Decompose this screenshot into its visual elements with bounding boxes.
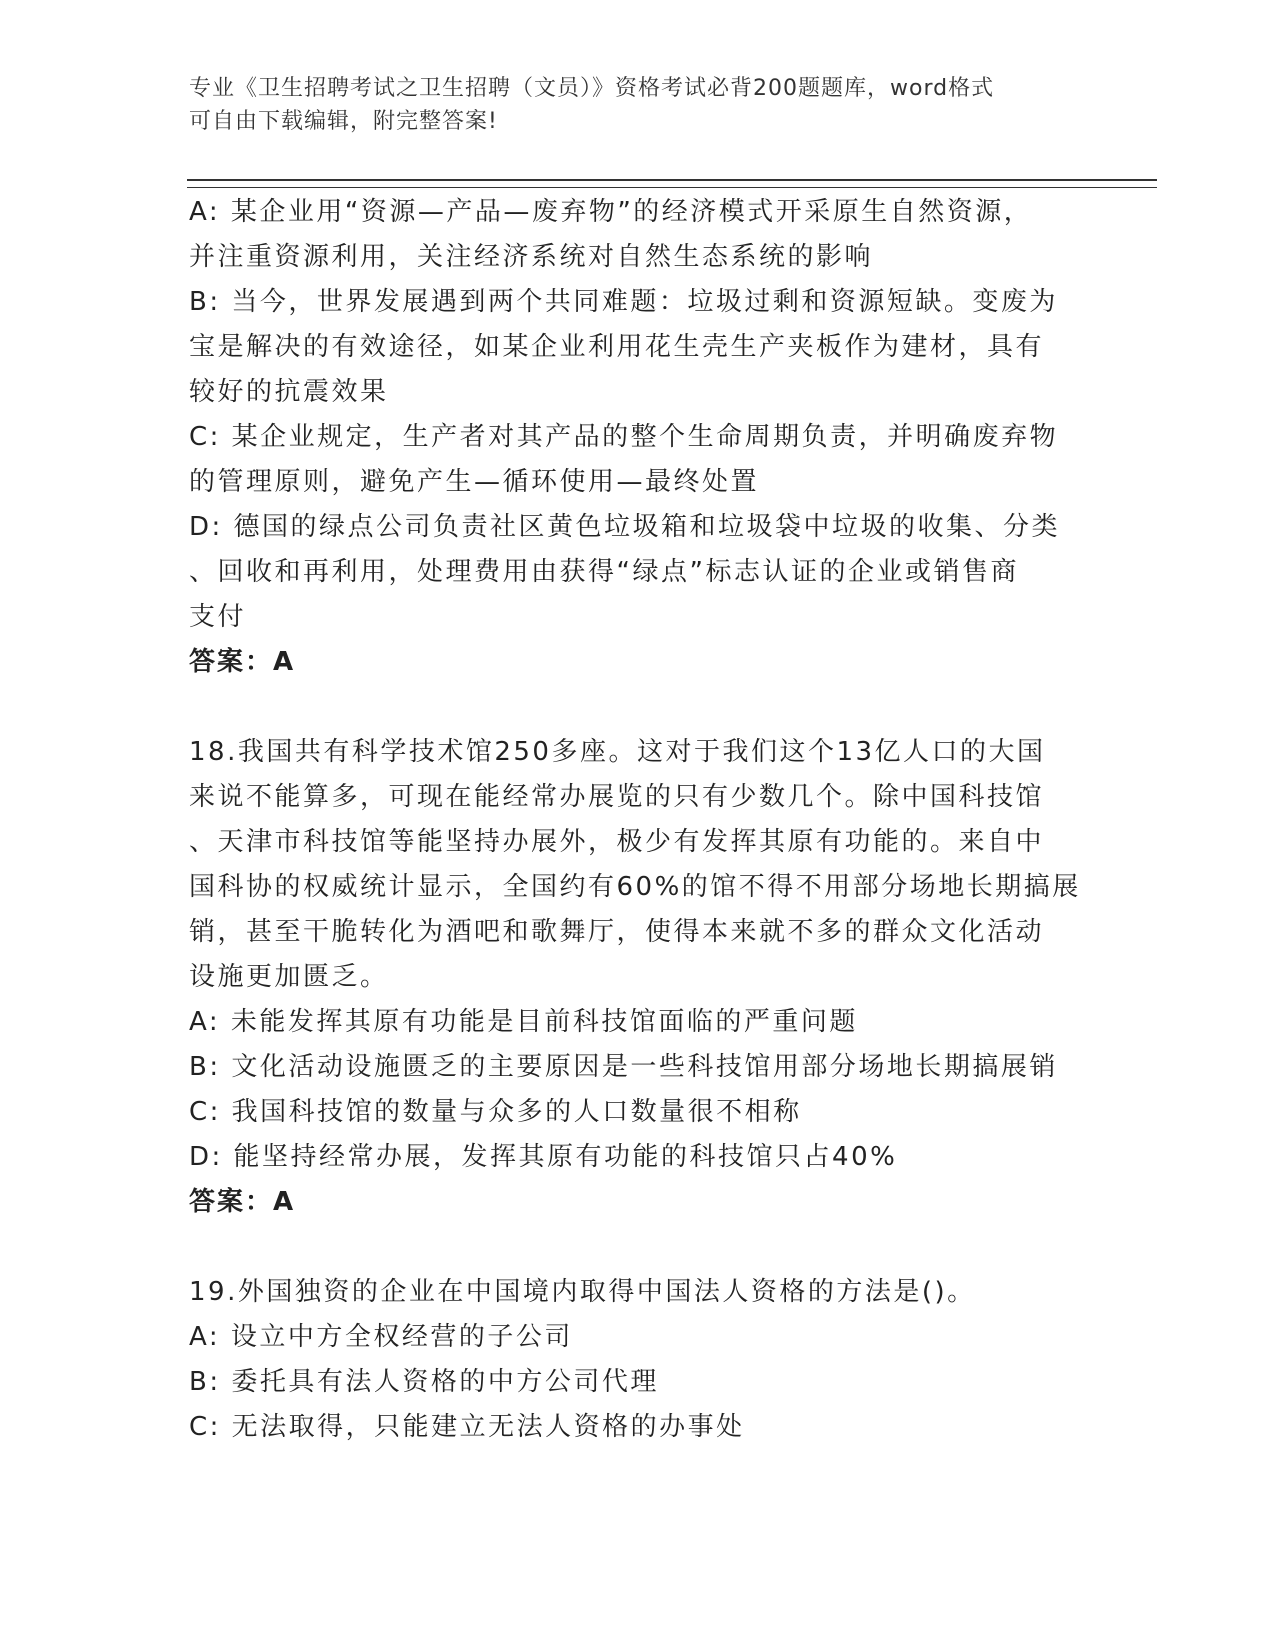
- option-a: A: 设立中方全权经营的子公司: [189, 1322, 573, 1352]
- question-stem: 19.外国独资的企业在中国境内取得中国法人资格的方法是()。: [189, 1277, 976, 1307]
- question-18: [189, 730, 1089, 1225]
- header-line-2: 可自由下载编辑，附完整答案!: [189, 109, 498, 134]
- option-c: [189, 415, 1089, 505]
- stem-line: 国科协的权威统计显示，全国约有60%的馆不得不用部分场地长期搞展: [189, 872, 1081, 902]
- header-line-1: 专业《卫生招聘考试之卫生招聘（文员）》资格考试必背200题题库，word格式: [189, 76, 995, 101]
- option-d: D: 能坚持经常办展，发挥其原有功能的科技馆只占40%: [189, 1142, 898, 1172]
- stem-line: 销，甚至干脆转化为酒吧和歌舞厅，使得本来就不多的群众文化活动: [189, 917, 1045, 947]
- option-a: [189, 190, 1089, 280]
- answer-label: 答案：A: [189, 647, 296, 677]
- spacer: [189, 685, 1089, 730]
- header-divider: [187, 179, 1157, 188]
- document-header: [189, 72, 1069, 138]
- option-d: [189, 505, 1089, 640]
- answer-label: 答案：A: [189, 1187, 296, 1217]
- stem-line: 、天津市科技馆等能坚持办展外，极少有发挥其原有功能的。来自中: [189, 827, 1045, 857]
- option-a: A: 未能发挥其原有功能是目前科技馆面临的严重问题: [189, 1007, 858, 1037]
- stem-line: 设施更加匮乏。: [189, 962, 389, 992]
- option-line: D: 德国的绿点公司负责社区黄色垃圾箱和垃圾袋中垃圾的收集、分类: [189, 512, 1061, 542]
- question-17: [189, 190, 1089, 685]
- option-line: A: 某企业用“资源—产品—废弃物”的经济模式开采原生自然资源，: [189, 197, 1033, 227]
- option-line: C: 某企业规定，生产者对其产品的整个生命周期负责，并明确废弃物: [189, 422, 1059, 452]
- option-b: B: 委托具有法人资格的中方公司代理: [189, 1367, 659, 1397]
- option-b: B: 文化活动设施匮乏的主要原因是一些科技馆用部分场地长期搞展销: [189, 1052, 1058, 1082]
- option-line: 宝是解决的有效途径，如某企业利用花生壳生产夹板作为建材，具有: [189, 332, 1045, 362]
- option-line: 的管理原则，避免产生—循环使用—最终处置: [189, 467, 760, 497]
- option-line: 较好的抗震效果: [189, 377, 389, 407]
- stem-line: 来说不能算多，可现在能经常办展览的只有少数几个。除中国科技馆: [189, 782, 1045, 812]
- option-line: 、回收和再利用，处理费用由获得“绿点”标志认证的企业或销售商: [189, 557, 1019, 587]
- option-c: C: 无法取得，只能建立无法人资格的办事处: [189, 1412, 745, 1442]
- option-line: 支付: [189, 602, 247, 632]
- question-19: [189, 1270, 1089, 1450]
- option-b: [189, 280, 1089, 415]
- document-body: [189, 190, 1089, 1450]
- stem-line: 18.我国共有科学技术馆250多座。这对于我们这个13亿人口的大国: [189, 737, 1046, 767]
- option-line: B: 当今，世界发展遇到两个共同难题：垃圾过剩和资源短缺。变废为: [189, 287, 1058, 317]
- option-c: C: 我国科技馆的数量与众多的人口数量很不相称: [189, 1097, 802, 1127]
- option-line: 并注重资源利用，关注经济系统对自然生态系统的影响: [189, 242, 874, 272]
- spacer: [189, 1225, 1089, 1270]
- question-stem: [189, 730, 1089, 1000]
